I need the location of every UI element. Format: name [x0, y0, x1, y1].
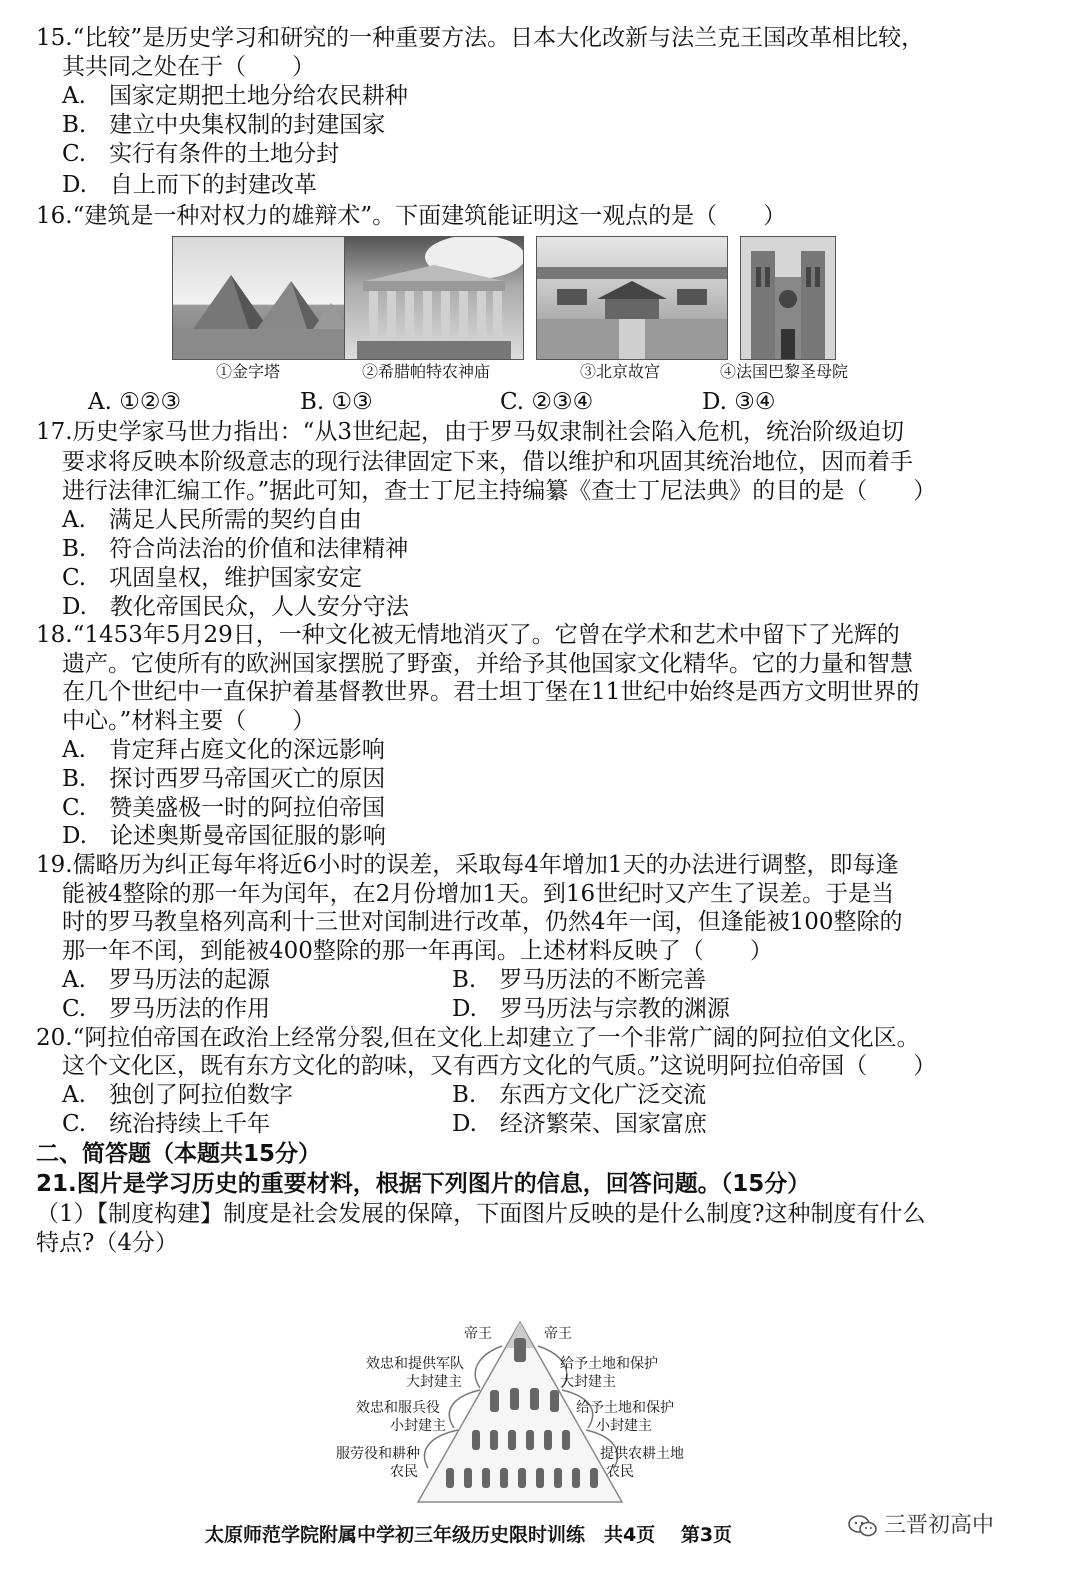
pyramid-right-lesser-lord: 小封建主 [596, 1418, 652, 1434]
q16-option-a: A. ①②③ [88, 389, 182, 415]
q16-option-b: B. ①③ [300, 389, 373, 415]
pyramid-right-relation-1: 给予土地和保护 [560, 1356, 658, 1372]
feudal-pyramid-diagram [330, 1318, 710, 1523]
q20-stem-line2: 这个文化区，既有东方文化的韵味，又有西方文化的气质。”这说明阿拉伯帝国（ ） [62, 1053, 937, 1079]
pyramid-right-relation-2: 给予土地和保护 [576, 1400, 674, 1416]
q17-option-a: A. 满足人民所需的契约自由 [62, 507, 362, 533]
q20-option-a: A. 独创了阿拉伯数字 [62, 1082, 293, 1108]
pyramid-left-great-lord: 大封建主 [406, 1374, 462, 1390]
q19-stem-line2: 能被4整除的那一年为闰年，在2月份增加1天。到16世纪时又产生了误差。于是当 [62, 881, 895, 907]
q19-stem-line1: 19.儒略历为纠正每年将近6小时的误差，采取每4年增加1天的办法进行调整，即每逢 [36, 852, 899, 878]
q21-sub1-line1: （1）【制度构建】制度是社会发展的保障，下面图片反映的是什么制度?这种制度有什么 [36, 1201, 926, 1227]
q20-option-d: D. 经济繁荣、国家富庶 [452, 1111, 707, 1137]
pyramid-right-emperor: 帝王 [544, 1326, 572, 1342]
caption-notre-dame: ④法国巴黎圣母院 [720, 362, 849, 381]
pyramid-photo [172, 236, 360, 360]
caption-forbidden-city: ③北京故宫 [580, 362, 661, 381]
q18-stem-line1: 18.“1453年5月29日，一种文化被无情地消灭了。它曾在学术和艺术中留下了光辉的 [36, 622, 900, 648]
caption-pyramid: ①金字塔 [216, 362, 281, 381]
q15-stem-line1: 15.“比较”是历史学习和研究的一种重要方法。日本大化改新与法兰克王国改革相比较， [36, 25, 925, 51]
q18-option-a: A. 肯定拜占庭文化的深远影响 [62, 737, 385, 763]
wechat-icon [848, 1515, 878, 1537]
q18-option-d: D. 论述奥斯曼帝国征服的影响 [62, 823, 386, 849]
q19-option-a: A. 罗马历法的起源 [62, 967, 270, 993]
q19-option-d: D. 罗马历法与宗教的渊源 [452, 996, 730, 1022]
q18-stem-line3: 在几个世纪中一直保护着基督教世界。君士坦丁堡在11世纪中始终是西方文明世界的 [62, 679, 920, 705]
pyramid-right-great-lord: 大封建主 [560, 1374, 616, 1390]
pyramid-left-peasant: 农民 [390, 1464, 418, 1480]
q19-option-b: B. 罗马历法的不断完善 [452, 967, 707, 993]
parthenon-photo [344, 236, 524, 360]
q17-stem-line1: 17.历史学家马世力指出：“从3世纪起，由于罗马奴隶制社会陷入危机，统治阶级迫切 [36, 419, 904, 445]
pyramid-left-relation-1: 效忠和提供军队 [366, 1356, 464, 1372]
q17-option-b: B. 符合尚法治的价值和法律精神 [62, 536, 409, 562]
page-footer: 太原师范学院附属中学初三年级历史限时训练 共4页 第3页 [205, 1524, 733, 1546]
pyramid-right-relation-3: 提供农耕土地 [600, 1446, 684, 1462]
q18-stem-line2: 遗产。它使所有的欧洲国家摆脱了野蛮，并给予其他国家文化精华。它的力量和智慧 [62, 651, 913, 677]
pyramid-left-relation-2: 效忠和服兵役 [356, 1400, 440, 1416]
pyramid-left-relation-3: 服劳役和耕种 [336, 1446, 420, 1462]
watermark-text: 三晋初高中 [884, 1513, 995, 1538]
q15-stem-line2: 其共同之处在于（ ） [62, 54, 315, 80]
notre-dame-photo [740, 236, 836, 360]
q16-building-photos [172, 236, 862, 386]
section-2-heading: 二、简答题（本题共15分） [36, 1141, 322, 1167]
q17-stem-line3: 进行法律汇编工作。”据此可知，查士丁尼主持编纂《查士丁尼法典》的目的是（ ） [62, 478, 937, 504]
pyramid-left-emperor: 帝王 [464, 1326, 492, 1342]
q17-stem-line2: 要求将反映本阶级意志的现行法律固定下来，借以维护和巩固其统治地位，因而着手 [62, 449, 913, 475]
forbidden-city-photo [536, 236, 728, 360]
q15-option-c: C. 实行有条件的土地分封 [62, 141, 340, 167]
q20-option-c: C. 统治持续上千年 [62, 1111, 271, 1137]
q19-stem-line4: 那一年不闰，到能被400整除的那一年再闰。上述材料反映了（ ） [62, 938, 773, 964]
pyramid-right-peasant: 农民 [606, 1464, 634, 1480]
q20-stem-line1: 20.“阿拉伯帝国在政治上经常分裂,但在文化上却建立了一个非常广阔的阿拉伯文化区。 [36, 1025, 920, 1051]
watermark [848, 1508, 994, 1539]
q20-option-b: B. 东西方文化广泛交流 [452, 1082, 707, 1108]
q15-option-d: D. 自上而下的封建改革 [62, 172, 317, 198]
pyramid-left-lesser-lord: 小封建主 [390, 1418, 446, 1434]
q17-option-d: D. 教化帝国民众，人人安分守法 [62, 594, 409, 620]
q15-option-a: A. 国家定期把土地分给农民耕种 [62, 83, 408, 109]
q21-sub1-line2: 特点?（4分） [36, 1230, 178, 1256]
q18-option-c: C. 赞美盛极一时的阿拉伯帝国 [62, 795, 386, 821]
q16-option-d: D. ③④ [702, 389, 776, 415]
q21-stem: 21.图片是学习历史的重要材料，根据下列图片的信息，回答问题。（15分） [36, 1171, 811, 1197]
q18-option-b: B. 探讨西罗马帝国灭亡的原因 [62, 766, 386, 792]
q19-stem-line3: 时的罗马教皇格列高利十三世对闰制进行改革，仍然4年一闰，但逢能被100整除的 [62, 909, 903, 935]
q16-stem: 16.“建筑是一种对权力的雄辩术”。下面建筑能证明这一观点的是（ ） [36, 203, 787, 229]
q15-option-b: B. 建立中央集权制的封建国家 [62, 112, 386, 138]
caption-parthenon: ②希腊帕特农神庙 [362, 362, 491, 381]
q18-stem-line4: 中心。”材料主要（ ） [62, 708, 316, 734]
q16-option-c: C. ②③④ [500, 389, 594, 415]
q19-option-c: C. 罗马历法的作用 [62, 996, 271, 1022]
q17-option-c: C. 巩固皇权，维护国家安定 [62, 565, 363, 591]
